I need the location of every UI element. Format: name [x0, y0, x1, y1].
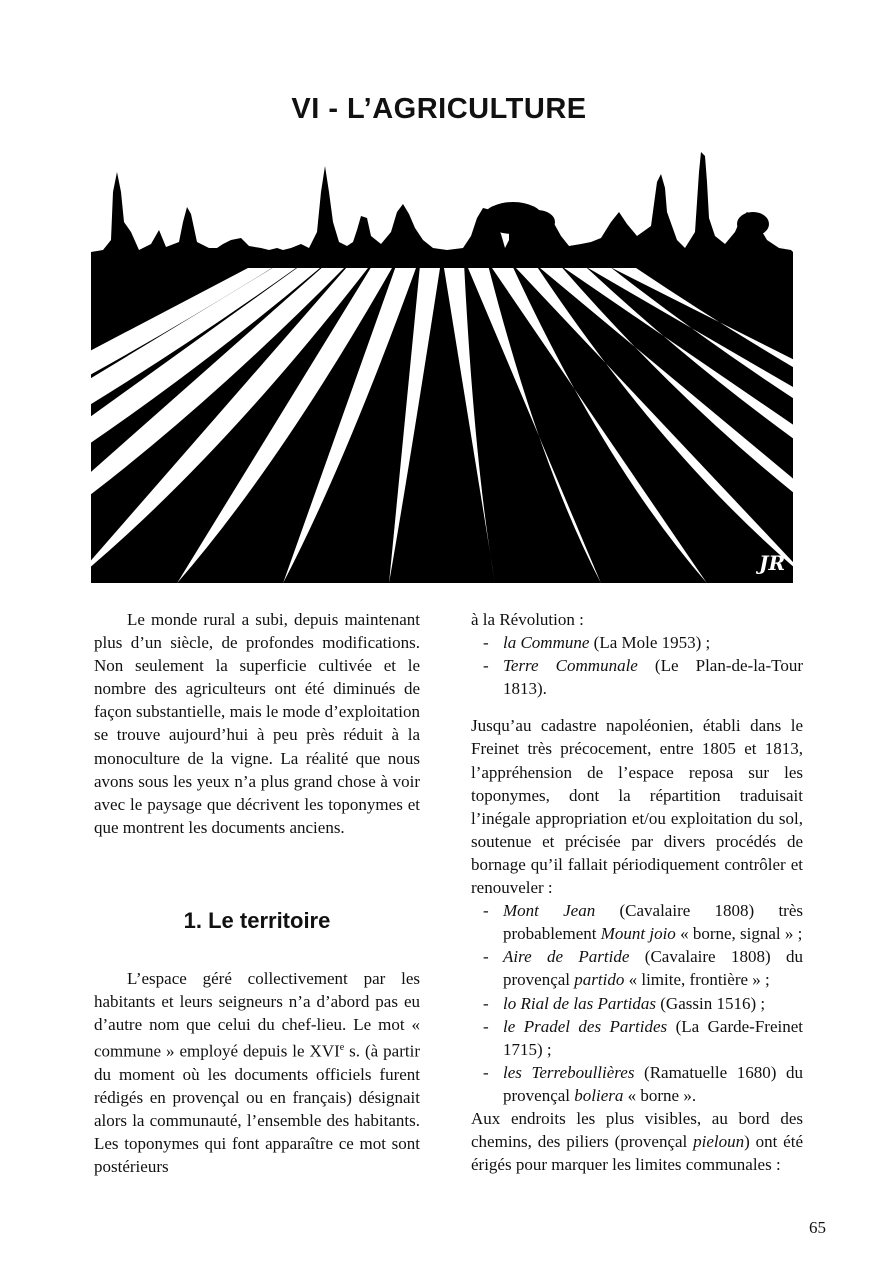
- dash-mark: -: [483, 656, 489, 676]
- gloss: « borne, signal » ;: [675, 924, 803, 944]
- pillars-text-1: Aux endroits les plus visibles, au bord des chemins, des piliers (provençal: [471, 1108, 803, 1152]
- toponym-source: (Gassin 1516) ;: [656, 993, 766, 1013]
- commune-toponyms-list: [471, 631, 803, 700]
- left-column: [94, 608, 420, 1178]
- list-item: [471, 992, 803, 1015]
- etymon: pieloun: [693, 1132, 745, 1152]
- dash-mark: -: [483, 1016, 489, 1036]
- gloss: « limite, frontière » ;: [624, 970, 770, 990]
- toponym: les Terreboullières: [503, 1062, 635, 1082]
- dash-mark: -: [483, 1062, 489, 1082]
- toponym-source: (Ramatuelle 1680) du provençal: [503, 1062, 803, 1105]
- pillars-text-2: ) ont été érigés pour marquer les limites communales :: [471, 1132, 803, 1175]
- century-suffix: e: [339, 1042, 345, 1054]
- section-title: 1. Le territoire: [183, 907, 331, 933]
- dash-mark: -: [483, 993, 489, 1013]
- list-item: [471, 945, 803, 991]
- toponym: lo Rial de las Partidas: [503, 993, 656, 1013]
- list-item: [471, 631, 803, 654]
- etymon: boliera: [574, 1085, 624, 1105]
- toponym-source: (La Mole 1953) ;: [589, 633, 711, 653]
- toponym: Aire de Partide: [503, 947, 630, 967]
- boundary-toponyms-list: [471, 899, 803, 1107]
- right-column: [471, 608, 803, 1176]
- chapter-title: VI - L’AGRICULTURE: [291, 93, 587, 125]
- gloss: « borne ».: [623, 1085, 697, 1105]
- intro-paragraph: Le monde rural a subi, depuis maintenant plus d’un siècle, de profondes modifications. Non seulement la superficie cultivée et le nombre des agriculteurs ont été diminués de façon substantielle, mais le mode d’exploitation se trouve aujourd’hui à peu près réduit à la monoculture de la vigne. La réalité que nous avons sous les yeux n’a plus grand chose à voir avec le paysage que décrivent les toponymes et que montrent les documents anciens.: [94, 610, 420, 837]
- etymon: partido: [574, 970, 625, 990]
- dash-mark: -: [483, 633, 489, 653]
- page-number: 65: [809, 1218, 826, 1237]
- toponym-source: (La Garde-Freinet 1715) ;: [503, 1016, 803, 1059]
- list-item: [471, 1061, 803, 1107]
- toponym: Terre Communale: [503, 656, 638, 676]
- toponym-source: (Le Plan-de-la-Tour 1813).: [503, 656, 803, 699]
- territory-text-2: s. (à partir du moment où les documents officiels furent rédigés en provençal ou en français) désignait alors la communauté, l’ensemble des habitants. Les toponymes qui font apparaître ce mot sont postérieurs: [94, 1041, 420, 1177]
- artist-signature: JR: [759, 551, 786, 575]
- landscape-illustration: [91, 152, 793, 583]
- dash-mark: -: [483, 901, 489, 921]
- pillars-paragraph: [471, 1107, 803, 1176]
- etymon: Mount joio: [600, 924, 676, 944]
- toponym: la Commune: [503, 633, 590, 653]
- territory-paragraph: [94, 967, 420, 1179]
- list-item: [471, 1015, 803, 1061]
- list-item: [471, 899, 803, 945]
- toponym: Mont Jean: [503, 901, 596, 921]
- toponym: le Pradel des Partides: [503, 1016, 668, 1036]
- dash-mark: -: [483, 947, 489, 967]
- cadastre-paragraph: Jusqu’au cadastre napoléonien, établi dans le Freinet très précocement, entre 1805 et 1813, l’appréhension de l’espace reposa sur les toponymes, dont la répartition traduisait l’inégale appropriation et/ou exploitation du sol, soutenue et précisée par divers procédés de bornage qu’il fallait périodiquement contrôler et renouveler :: [471, 716, 803, 898]
- toponym-source: (Cavalaire 1808) du provençal: [503, 947, 803, 990]
- continuation-text: à la Révolution :: [471, 610, 584, 629]
- tree-line: [91, 152, 793, 264]
- toponym-source: (Cavalaire 1808) très probablement: [503, 901, 803, 944]
- territory-text-1: L’espace géré collectivement par les habitants et leurs seigneurs n’a d’abord pas eu d’autre nom que celui du chef-lieu. Le mot « commune » employé depuis le XVI: [94, 968, 420, 1061]
- list-item: [471, 654, 803, 700]
